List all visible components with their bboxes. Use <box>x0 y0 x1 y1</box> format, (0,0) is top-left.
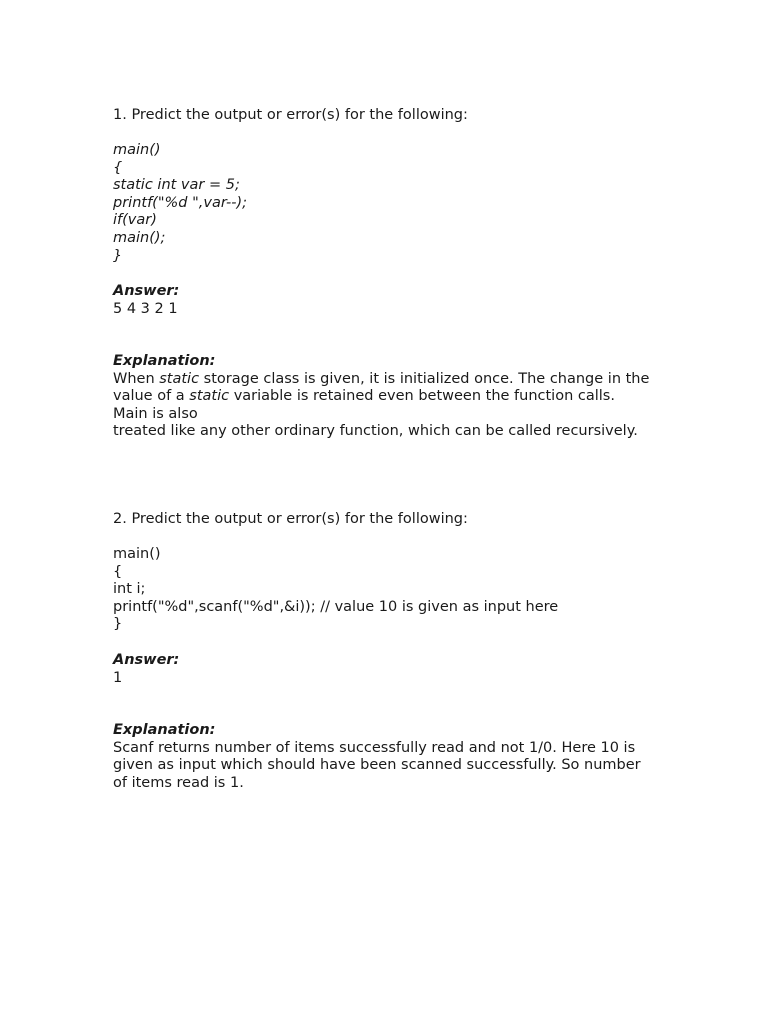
question-1-answer <box>113 283 653 318</box>
question-2-prompt: 2. Predict the output or error(s) for the following: <box>113 511 468 527</box>
question-2-code <box>113 546 713 634</box>
explanation-text <box>113 371 653 424</box>
code-line: { <box>113 159 123 176</box>
code-line: } <box>113 247 123 264</box>
explanation-label: Explanation: <box>113 722 216 738</box>
explanation-text: Scanf returns number of items successfully read and not 1/0. Here 10 is given as input which should have been scanned successfully. So number of items read is 1. <box>113 739 641 791</box>
answer-value: 5 4 3 2 1 <box>113 300 178 317</box>
question-1-explanation <box>113 353 653 441</box>
question-2-explanation <box>113 722 653 792</box>
explanation-keyword: static <box>189 388 230 405</box>
explanation-label: Explanation: <box>113 353 216 369</box>
question-1 <box>113 107 653 125</box>
code-line: static int var = 5; <box>113 177 240 194</box>
answer-value: 1 <box>113 669 123 686</box>
answer-label: Answer: <box>113 283 180 299</box>
question-2 <box>113 511 653 529</box>
code-line: { <box>113 563 123 580</box>
explanation-text-part: variable is retained even between the function calls. Main is also <box>113 388 615 422</box>
code-line: if(var) <box>113 212 157 229</box>
code-line: main() <box>113 142 161 158</box>
code-line: int i; <box>113 581 146 598</box>
question-1-code <box>113 142 653 265</box>
explanation-keyword: static <box>159 370 200 387</box>
code-line: } <box>113 616 123 633</box>
answer-label: Answer: <box>113 652 180 668</box>
question-2-answer <box>113 652 653 687</box>
code-line: main(); <box>113 229 166 246</box>
explanation-text-part: When <box>113 370 160 387</box>
explanation-text-part: storage class is given, it is initialized once. The change in the value of a <box>113 370 650 405</box>
code-line: printf("%d ",var--); <box>113 194 248 211</box>
code-line: printf("%d",scanf("%d",&i)); // value 10 is given as input here <box>113 598 559 615</box>
code-line: main() <box>113 546 161 562</box>
explanation-text-continued: treated like any other ordinary function, which can be called recursively. <box>113 423 638 440</box>
question-1-prompt: 1. Predict the output or error(s) for the following: <box>113 107 468 123</box>
